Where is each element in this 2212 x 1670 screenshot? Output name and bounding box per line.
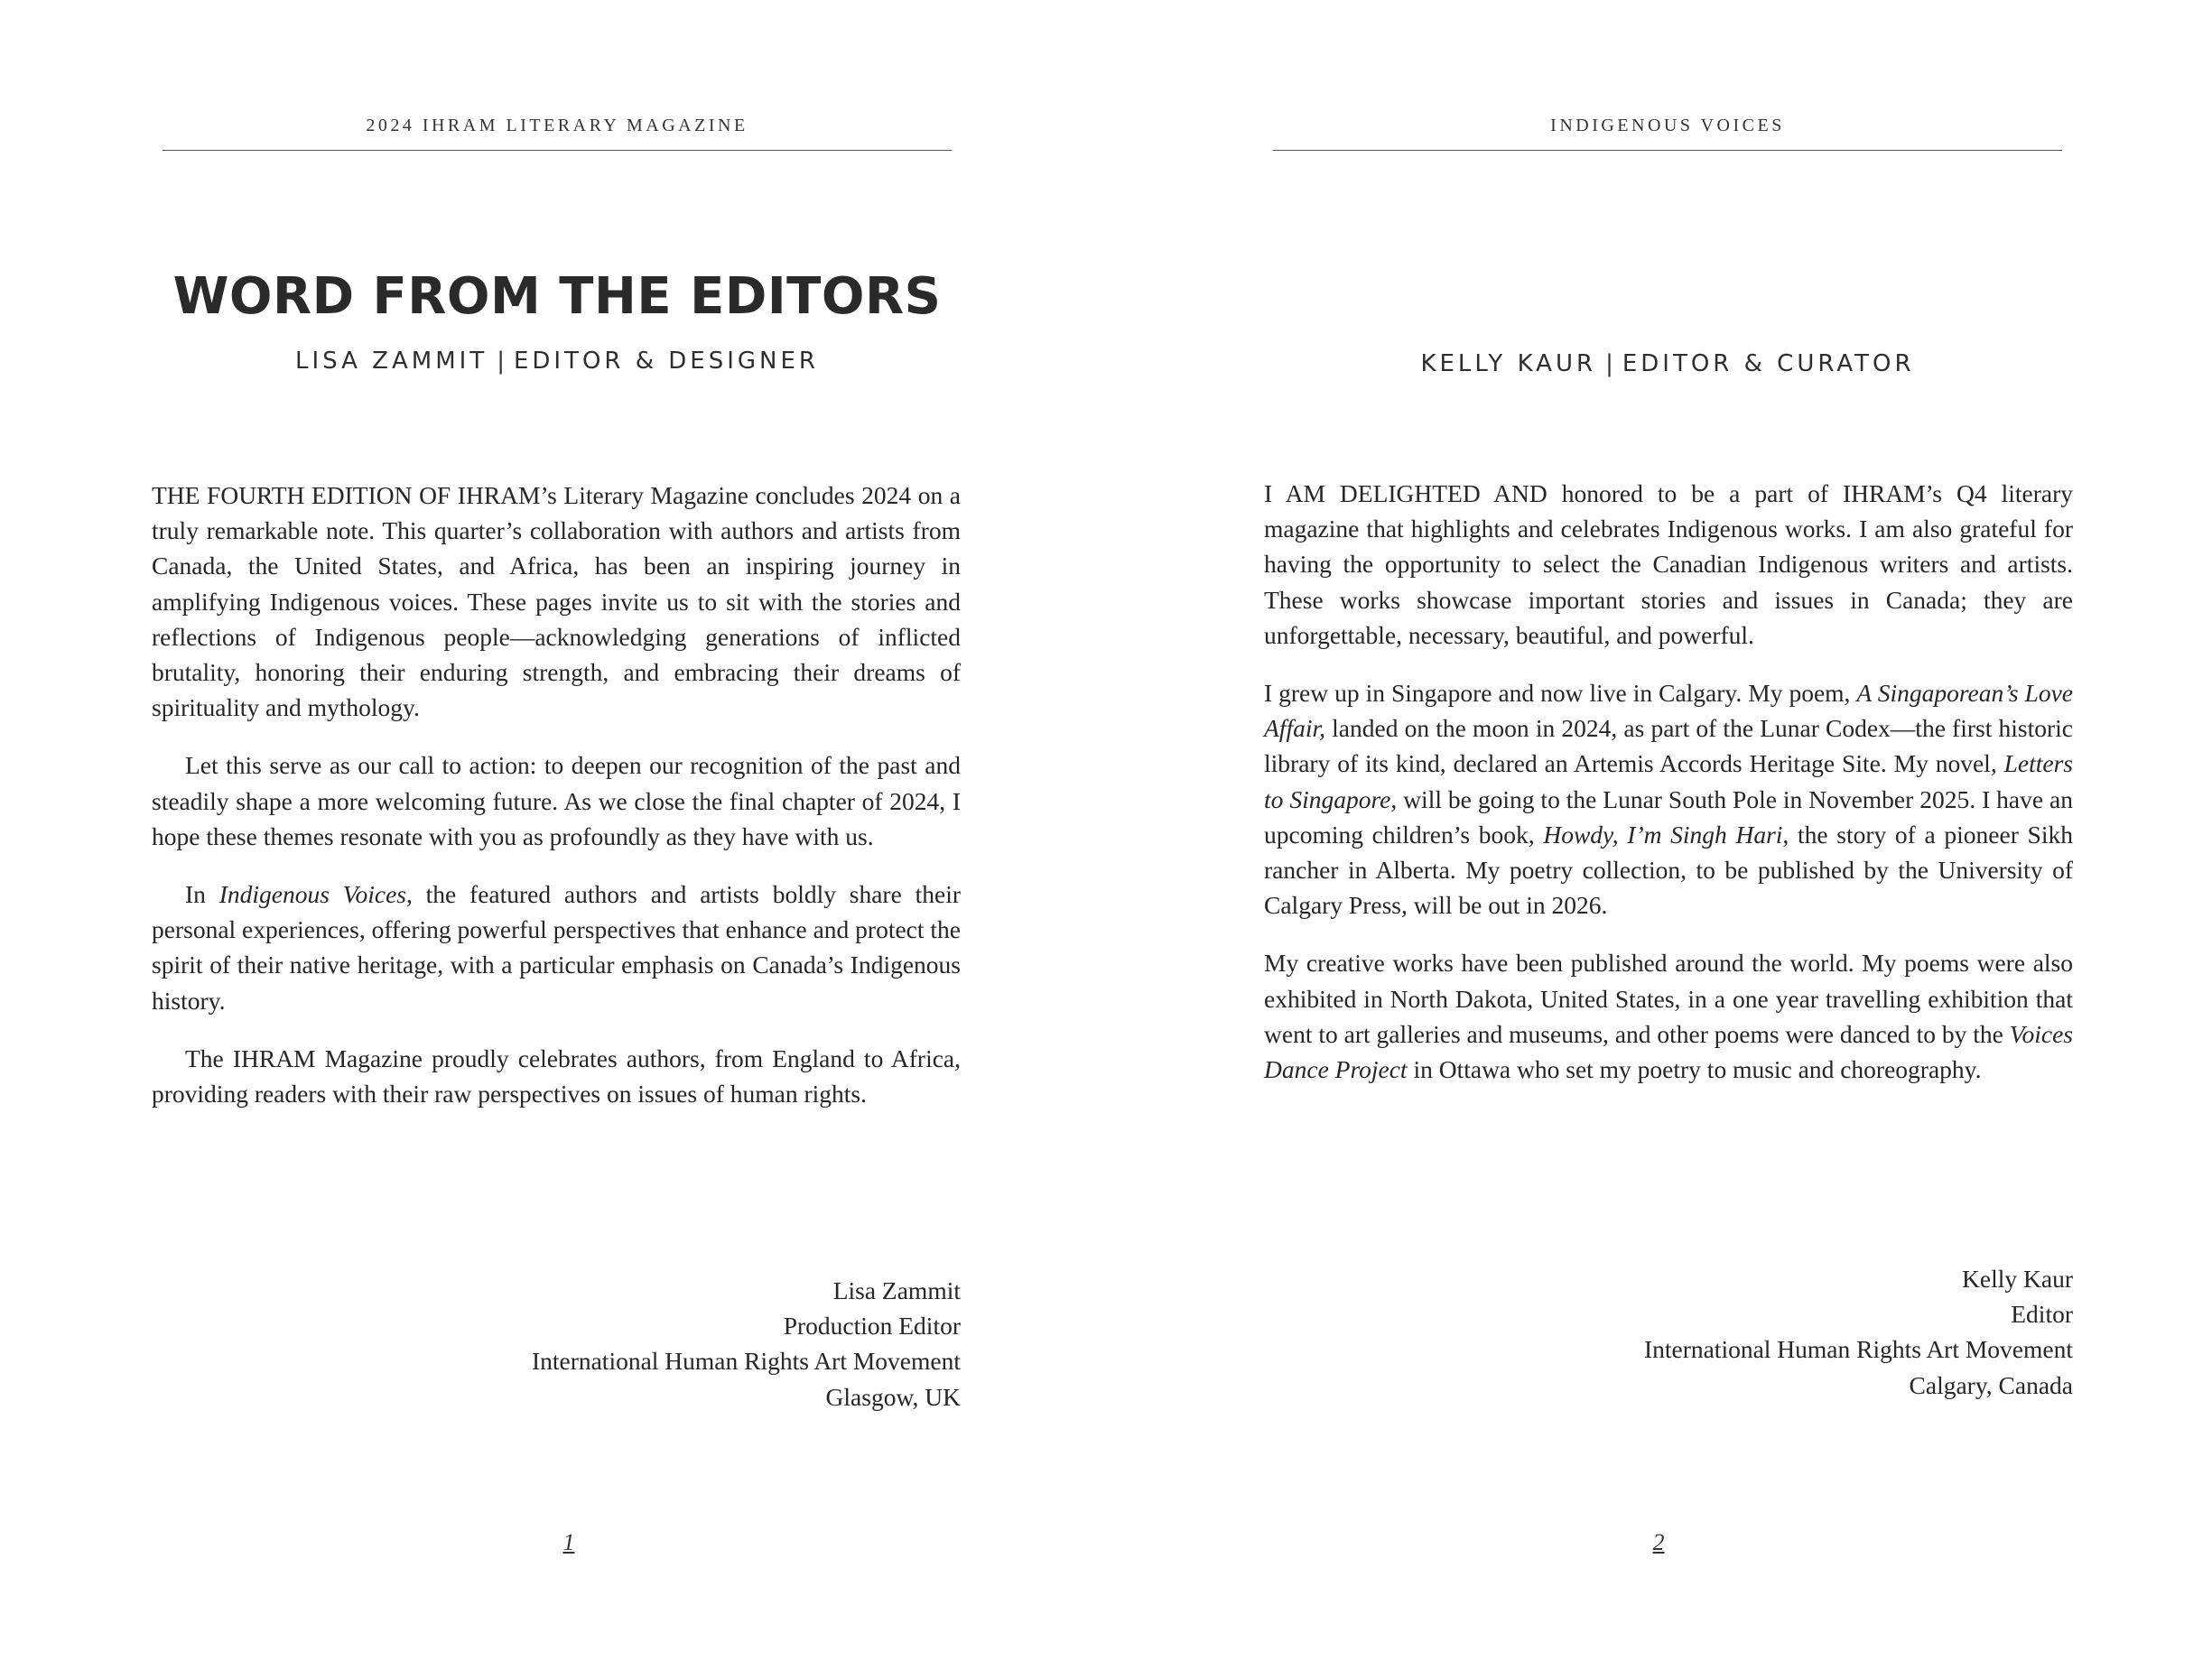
lead-in: I AM DELIGHTED AND	[1264, 479, 1547, 507]
signature-block	[152, 1273, 961, 1415]
paragraph: I grew up in Singapore and now live in Calgary. My poem, A Singaporean’s Love Affair, landed on the moon in 2024, as part of the Lunar Codex—the first historic library of its kind, declared an Artemis Accords Heritage Site. My novel, Letters to Singapore, will be going to the Lunar South Pole in November 2025. I have an upcoming children’s book, Howdy, I’m Singh Hari, the story of a pioneer Sikh rancher in Alberta. My poetry collection, to be published by the University of Calgary Press, will be out in 2026.	[1264, 679, 2073, 920]
page-number: 2	[1652, 1529, 1665, 1555]
editor-role: EDITOR & DESIGNER	[513, 348, 819, 375]
signature-organization: International Human Rights Art Movement	[1643, 1335, 2073, 1364]
lead-in: THE FOURTH EDITION OF IHRAM’s	[152, 481, 557, 509]
right-page	[1106, 0, 2212, 1670]
byline-separator: |	[497, 348, 505, 375]
editor-name: LISA ZAMMIT	[294, 348, 488, 375]
signature-location: Glasgow, UK	[825, 1382, 961, 1411]
signature-block	[1264, 1261, 2073, 1403]
paragraph: My creative works have been published around the world. My poems were also exhibited in North Dakota, United States, in a one year travelling exhibition that went to art galleries and museums, and other poems were danced to by the Voices Dance Project in Ottawa who set my poetry to music and choreography.	[1264, 949, 2073, 1084]
signature-location: Calgary, Canada	[1909, 1370, 2073, 1399]
running-head: INDIGENOUS VOICES	[1550, 116, 1785, 135]
work-title: Letters to Singapore	[1264, 749, 2073, 813]
editor-byline	[1273, 350, 2062, 377]
signature-title: Production Editor	[783, 1312, 961, 1341]
work-title: Howdy, I’m Singh Hari	[1543, 820, 1783, 849]
editor-letter-body	[152, 478, 961, 1134]
publication-title: Indigenous Voices	[218, 880, 406, 909]
signature-name: Lisa Zammit	[832, 1276, 961, 1304]
paragraph: In Indigenous Voices, the featured authors and artists boldly share their personal experiences, offering powerful perspectives that enhance and protect the spirit of their native heritage, with a particular emphasis on Canada’s Indigenous history.	[152, 880, 961, 1015]
editor-name: KELLY KAUR	[1420, 350, 1597, 377]
work-title: Voices Dance Project	[1264, 1019, 2073, 1084]
editor-letter-body	[1264, 476, 2073, 1109]
paragraph: THE FOURTH EDITION OF IHRAM’s Literary Magazine concludes 2024 on a truly remarkable note. This quarter’s collaboration with authors and artists from Canada, the United States, and Africa, has been an inspiring journey in amplifying Indigenous voices. These pages invite us to sit with the stories and reflections of Indigenous people—acknowledging generations of inflicted brutality, honoring their enduring strength, and embracing their dreams of spirituality and mythology.	[152, 481, 961, 722]
page-number: 1	[562, 1529, 575, 1555]
work-title: A Singaporean’s Love Affair,	[1264, 679, 2073, 743]
editor-role: EDITOR & CURATOR	[1622, 350, 1915, 377]
editor-byline	[163, 348, 952, 375]
byline-separator: |	[1605, 350, 1613, 377]
signature-title: Editor	[2011, 1300, 2073, 1329]
header-divider	[1273, 150, 2062, 151]
signature-organization: International Human Rights Art Movement	[531, 1347, 961, 1376]
paragraph: I AM DELIGHTED AND honored to be a part of IHRAM’s Q4 literary magazine that highlights and celebrates Indigenous works. I am also grateful for having the opportunity to select the Canadian Indigenous writers and artists. These works showcase important stories and issues in Canada; they are unforgettable, necessary, beautiful, and powerful.	[1264, 479, 2073, 649]
page-title: WORD FROM THE EDITORS	[172, 267, 942, 326]
header-divider	[163, 150, 952, 151]
signature-name: Kelly Kaur	[1962, 1265, 2073, 1293]
running-head: 2024 IHRAM LITERARY MAGAZINE	[366, 116, 748, 135]
paragraph: The IHRAM Magazine proudly celebrates authors, from England to Africa, providing readers with their raw perspectives on issues of human rights.	[152, 1044, 961, 1109]
paragraph: Let this serve as our call to action: to deepen our recognition of the past and steadily shape a more welcoming future. As we close the final chapter of 2024, I hope these themes resonate with you as profoundly as they have with us.	[152, 751, 961, 850]
